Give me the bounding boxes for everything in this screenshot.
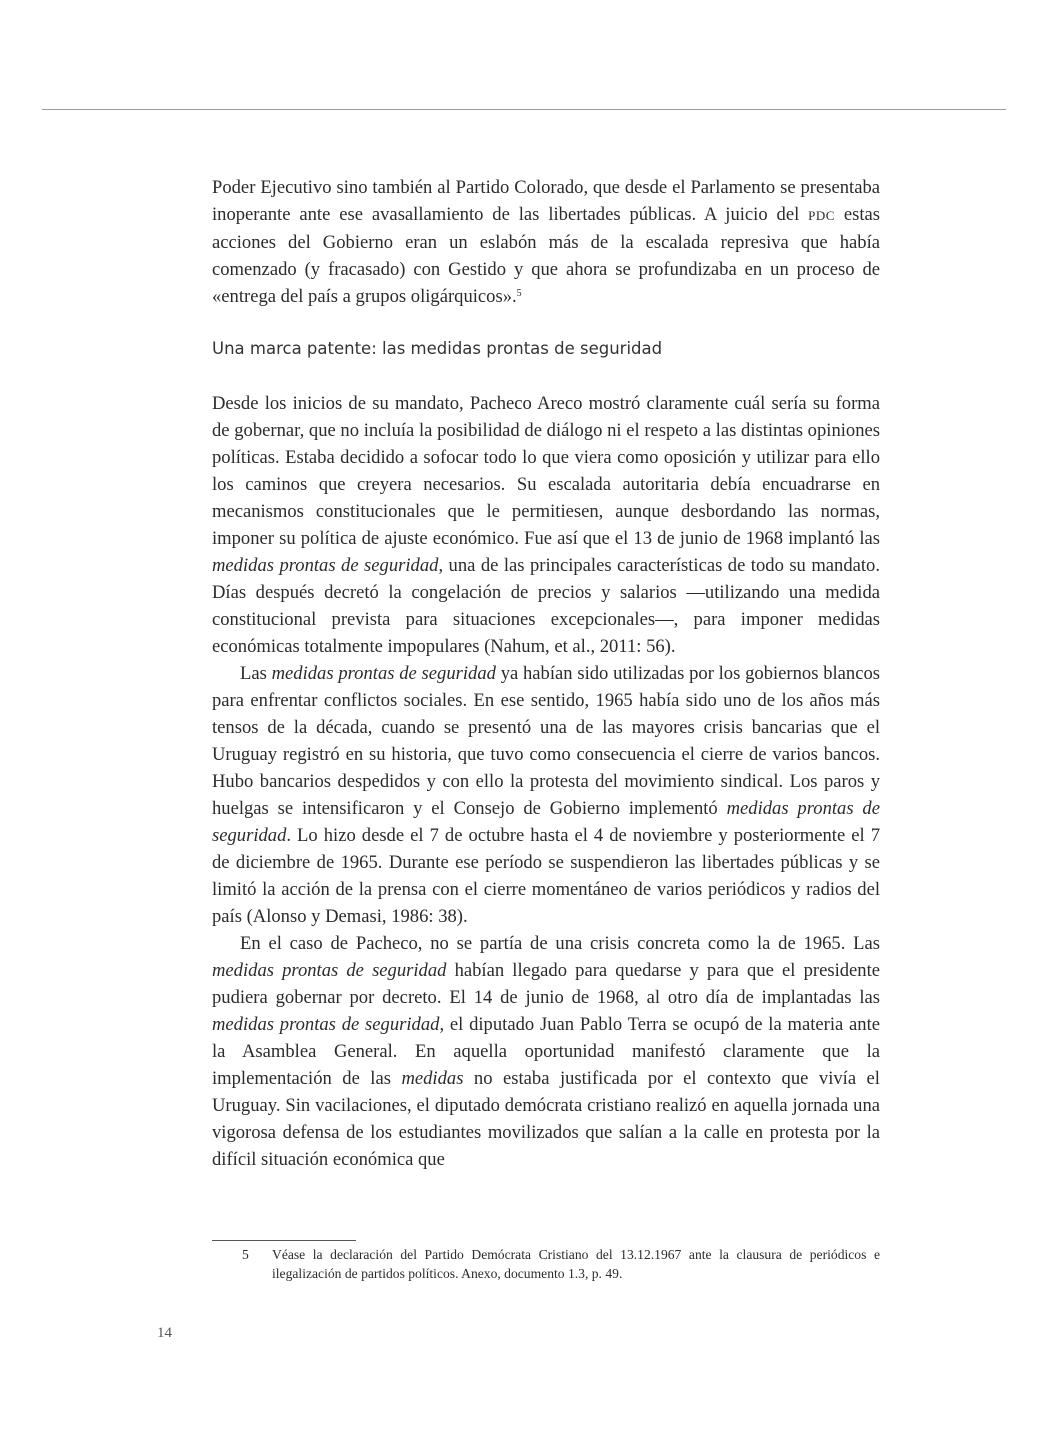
p1-text-1: Desde los inicios de su mandato, Pacheco Areco mostró claramente cuál sería su forma de gobernar, que no incluía la posibilidad de diálogo ni el respeto a las distintas opiniones políticas. Estaba decidido a sofocar todo lo que viera como oposición y utilizar para ello los caminos que creyera necesarios. Su escalada autoritaria debía encuadrarse en mecanismos constitucionales que le permitiesen, aunque desbordando las normas, imponer su política de ajuste económico. Fue así que el 13 de junio de 1968 implantó las bbox=[212, 393, 880, 549]
p2-text-1: Las bbox=[240, 663, 272, 684]
p3-text-1: En el caso de Pacheco, no se partía de una crisis concreta como la de 1965. Las bbox=[240, 933, 880, 954]
section-heading: Una marca patente: las medidas prontas de seguridad bbox=[212, 339, 663, 358]
footnote-reference: 5 bbox=[516, 288, 522, 299]
paragraph-2 bbox=[212, 660, 880, 930]
paragraph-3 bbox=[212, 930, 880, 1173]
header-rule bbox=[42, 109, 1006, 110]
intro-paragraph bbox=[212, 174, 880, 310]
p2-emphasis-1: medidas prontas de seguridad bbox=[271, 663, 496, 684]
footnote-rule bbox=[212, 1240, 356, 1241]
p3-text-3: , el diputado Juan Pablo Terra se ocupó de la materia ante la Asamblea General. En aquella oportunidad manifestó claramente que la implementación de las bbox=[212, 1014, 880, 1089]
p2-text-2: ya habían sido utilizadas por los gobiernos blancos para enfrentar conflictos sociales. En ese sentido, 1965 había sido uno de los años más tensos de la década, cuando se presentó una de las mayores crisis bancarias que el Uruguay registró en su historia, que tuvo como consecuencia el cierre de varios bancos. Hubo bancarios despedidos y con ello la protesta del movimiento sindical. Los paros y huelgas se intensificaron y el Consejo de Gobierno implementó bbox=[212, 663, 880, 819]
pdc-abbreviation: PDC bbox=[808, 208, 835, 223]
paragraph-1 bbox=[212, 390, 880, 660]
p3-emphasis-3: medidas bbox=[401, 1068, 464, 1089]
footnote-text: Véase la declaración del Partido Demócrata Cristiano del 13.12.1967 ante la clausura de periódicos e ilegalización de partidos políticos. Anexo, documento 1.3, p. 49. bbox=[272, 1247, 880, 1281]
p3-text-4: no estaba justificada por el contexto que vivía el Uruguay. Sin vacilaciones, el diputado demócrata cristiano realizó en aquella jornada una vigorosa defensa de los estudiantes movilizados que salían a la calle en protesta por la difícil situación económica que bbox=[212, 1068, 880, 1170]
intro-text-1: Poder Ejecutivo sino también al Partido Colorado, que desde el Parlamento se presentaba inoperante ante ese avasallamiento de las libertades públicas. A juicio del bbox=[212, 177, 880, 225]
p3-emphasis-2: medidas prontas de seguridad bbox=[212, 1014, 440, 1035]
p1-text-2: , una de las principales características de todo su mandato. Días después decretó la congelación de precios y salarios —utilizando una medida constitucional prevista para situaciones excepcionales—, para imponer medidas económicas totalmente impopulares (Nahum, et al., 2011: 56). bbox=[212, 555, 880, 657]
main-text-block bbox=[212, 390, 880, 1173]
p3-text-2: habían llegado para quedarse y para que el presidente pudiera gobernar por decreto. El 14 de junio de 1968, al otro día de implantadas las bbox=[212, 960, 880, 1008]
footnote bbox=[212, 1245, 880, 1283]
page-number: 14 bbox=[157, 1325, 172, 1341]
intro-text-block bbox=[212, 174, 880, 310]
footnote-number: 5 bbox=[242, 1247, 249, 1262]
p2-emphasis-2: medidas prontas de seguridad bbox=[212, 798, 880, 846]
intro-text-2: estas acciones del Gobierno eran un eslabón más de la escalada represiva que había comenzado (y fracasado) con Gestido y que ahora se profundizaba en un proceso de «entrega del país a grupos oligárquicos». bbox=[212, 204, 880, 307]
p2-text-3: . Lo hizo desde el 7 de octubre hasta el 4 de noviembre y posteriormente el 7 de diciembre de 1965. Durante ese período se suspendieron las libertades públicas y se limitó la acción de la prensa con el cierre momentáneo de varios periódicos y radios del país (Alonso y Demasi, 1986: 38). bbox=[212, 825, 880, 927]
p3-emphasis-1: medidas prontas de seguridad bbox=[212, 960, 447, 981]
p1-emphasis-1: medidas prontas de seguridad bbox=[212, 555, 439, 576]
